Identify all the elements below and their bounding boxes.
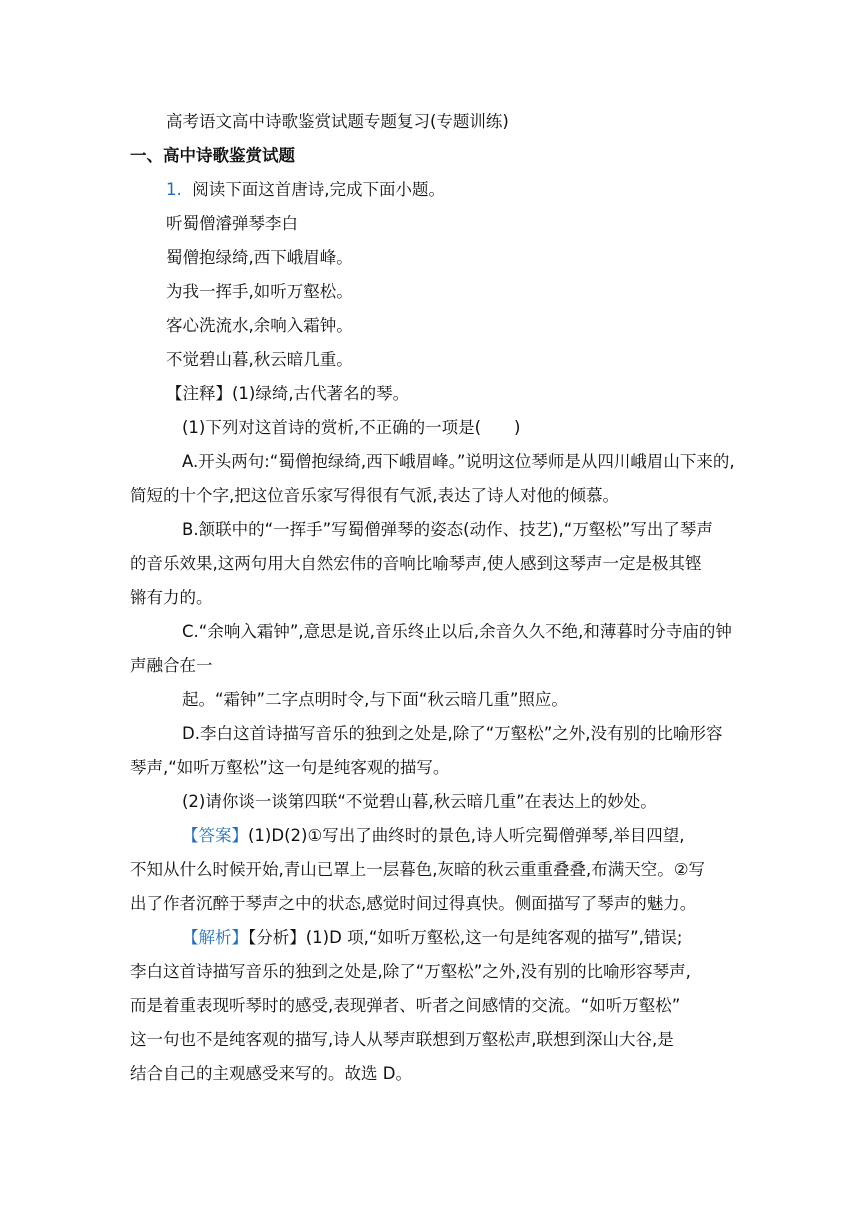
- answer-line: 出了作者沉醉于琴声之中的状态,感觉时间过得真快。侧面描写了琴声的魅力。: [130, 894, 697, 913]
- option-a-line: 简短的十个字,把这位音乐家写得很有气派,表达了诗人对他的倾慕。: [130, 486, 619, 505]
- annotation-note: 【注释】(1)绿绮,古代著名的琴。: [166, 384, 410, 403]
- analysis-block: [130, 921, 740, 955]
- analysis-line: 【分析】(1)D 项,“如听万壑松,这一句是纯客观的描写”,错误;: [248, 928, 683, 947]
- option-d-line: D.李白这首诗描写音乐的独到之处是,除了“万壑松”之外,没有别的比喻形容: [182, 724, 723, 743]
- poem-line: 为我一挥手,如听万壑松。: [166, 282, 353, 301]
- answer-tag: 【答案】: [182, 826, 248, 845]
- answer-line: (1)D(2)①写出了曲终时的景色,诗人听完蜀僧弹琴,举目四望,: [248, 826, 685, 845]
- section-heading: 一、高中诗歌鉴赏试题: [130, 146, 295, 165]
- option-c-line: 起。“霜钟”二字点明时令,与下面“秋云暗几重”照应。: [182, 690, 568, 709]
- sub-question-2: (2)请你谈一谈第四联“不觉碧山暮,秋云暗几重”在表达上的妙处。: [182, 792, 657, 811]
- option-b-line: 锵有力的。: [130, 588, 213, 607]
- option-a-line: A.开头两句:“蜀僧抱绿绮,西下峨眉峰。”说明这位琴师是从四川峨眉山下来的,: [182, 452, 735, 471]
- document-body: [130, 105, 740, 1091]
- option-c-line: C.“余响入霜钟”,意思是说,音乐终止以后,余音久久不绝,和薄暮时分寺庙的钟: [182, 622, 732, 641]
- question-prompt: 阅读下面这首唐诗,完成下面小题。: [192, 180, 445, 199]
- option-b-line: 的音乐效果,这两句用大自然宏伟的音响比喻琴声,使人感到这琴声一定是极其铿: [130, 554, 702, 573]
- analysis-tag: 【解析】: [182, 928, 248, 947]
- sub-question-1: (1)下列对这首诗的赏析,不正确的一项是( ): [182, 418, 521, 437]
- analysis-line: 这一句也不是纯客观的描写,诗人从琴声联想到万壑松声,联想到深山大谷,是: [130, 1030, 674, 1049]
- analysis-line: 而是着重表现听琴时的感受,表现弹者、听者之间感情的交流。“如听万壑松”: [130, 996, 681, 1015]
- poem-line: 蜀僧抱绿绮,西下峨眉峰。: [166, 248, 353, 267]
- document-title: 高考语文高中诗歌鉴赏试题专题复习(专题训练): [166, 112, 509, 131]
- poem-line: 不觉碧山暮,秋云暗几重。: [166, 350, 353, 369]
- answer-block: [130, 819, 740, 853]
- question-1: [130, 173, 740, 207]
- analysis-line: 李白这首诗描写音乐的独到之处是,除了“万壑松”之外,没有别的比喻形容琴声,: [130, 962, 691, 981]
- poem-title-author: 听蜀僧濬弹琴李白: [166, 214, 298, 233]
- option-b-line: B.颔联中的“一挥手”写蜀僧弹琴的姿态(动作、技艺),“万壑松”写出了琴声: [182, 520, 713, 539]
- option-d-line: 琴声,“如听万壑松”这一句是纯客观的描写。: [130, 758, 450, 777]
- option-c-line: 声融合在一: [130, 656, 213, 675]
- question-number: 1.: [166, 180, 182, 199]
- poem-line: 客心洗流水,余响入霜钟。: [166, 316, 353, 335]
- answer-line: 不知从什么时候开始,青山已罩上一层暮色,灰暗的秋云重重叠叠,布满天空。②写: [130, 860, 706, 879]
- analysis-line: 结合自己的主观感受来写的。故选 D。: [130, 1064, 412, 1083]
